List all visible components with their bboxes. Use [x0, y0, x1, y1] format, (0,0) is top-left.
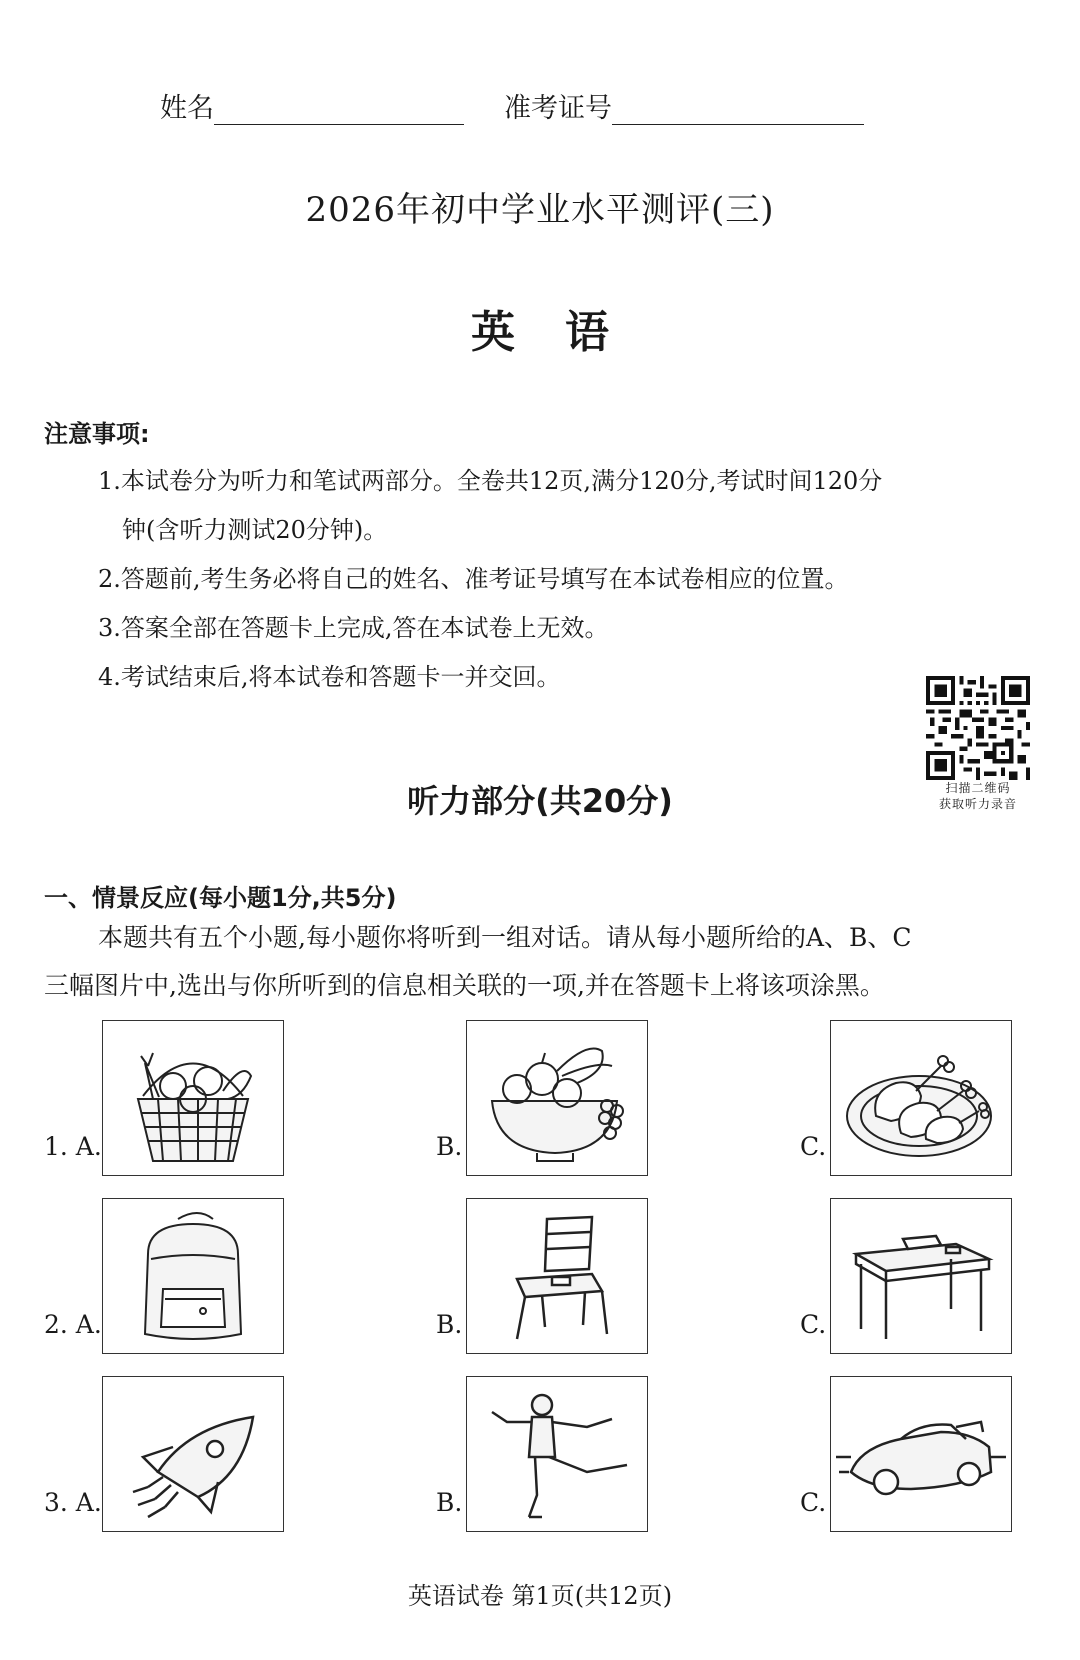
- q2-option-a-picture[interactable]: [102, 1198, 284, 1354]
- qr-caption-1: 扫描二维码: [945, 781, 1011, 795]
- name-blank[interactable]: [214, 98, 464, 125]
- vegetable-basket-icon: [103, 1021, 283, 1175]
- q3-option-c-picture[interactable]: [830, 1376, 1012, 1532]
- notice-item-3: 3.答案全部在答题卡上完成,答在本试卷上无效。: [98, 614, 609, 642]
- notice-item-4: 4.考试结束后,将本试卷和答题卡一并交回。: [98, 663, 561, 691]
- q3-option-a-picture[interactable]: [102, 1376, 284, 1532]
- section1-heading: 一、情景反应(每小题1分,共5分): [44, 884, 397, 912]
- qr-code-icon[interactable]: [926, 676, 1030, 780]
- q1-label-c: C.: [800, 1132, 827, 1161]
- q1-option-c-picture[interactable]: [830, 1020, 1012, 1176]
- fruit-bowl-icon: [467, 1021, 647, 1175]
- q2-label-a: 2. A.: [44, 1310, 102, 1339]
- name-field: [160, 86, 464, 125]
- q1-option-a-picture[interactable]: [102, 1020, 284, 1176]
- section1-instruction-1: 本题共有五个小题,每小题你将听到一组对话。请从每小题所给的A、B、C: [98, 923, 912, 952]
- subject-title: 英语: [471, 307, 659, 358]
- q2-option-b-picture[interactable]: [466, 1198, 648, 1354]
- notice-item-1-cont: 钟(含听力测试20分钟)。: [122, 516, 388, 544]
- name-label: 姓名: [160, 93, 214, 124]
- notice-item-1: 1.本试卷分为听力和笔试两部分。全卷共12页,满分120分,考试时间120分: [98, 467, 883, 495]
- q3-label-c: C.: [800, 1488, 827, 1517]
- rocket-icon: [103, 1377, 283, 1531]
- q2-label-b: B.: [436, 1310, 463, 1339]
- q3-label-a: 3. A.: [44, 1488, 102, 1517]
- dancing-robot-icon: [467, 1377, 647, 1531]
- notice-heading: 注意事项:: [44, 420, 150, 448]
- ticket-blank[interactable]: [612, 98, 864, 125]
- exam-title: 2026年初中学业水平测评(三): [305, 190, 775, 230]
- q1-label-b: B.: [436, 1132, 463, 1161]
- page-footer: 英语试卷 第1页(共12页): [407, 1582, 673, 1610]
- ticket-field: [504, 86, 864, 125]
- chicken-legs-plate-icon: [831, 1021, 1011, 1175]
- q2-option-c-picture[interactable]: [830, 1198, 1012, 1354]
- q3-label-b: B.: [436, 1488, 463, 1517]
- ticket-label: 准考证号: [504, 93, 612, 124]
- backpack-icon: [103, 1199, 283, 1353]
- listening-heading: 听力部分(共20分): [407, 782, 673, 820]
- q3-option-b-picture[interactable]: [466, 1376, 648, 1532]
- notice-item-2: 2.答题前,考生务必将自己的姓名、准考证号填写在本试卷相应的位置。: [98, 565, 849, 593]
- q1-option-b-picture[interactable]: [466, 1020, 648, 1176]
- sports-car-icon: [831, 1377, 1011, 1531]
- desk-with-book-icon: [831, 1199, 1011, 1353]
- chair-icon: [467, 1199, 647, 1353]
- section1-instruction-2: 三幅图片中,选出与你所听到的信息相关联的一项,并在答题卡上将该项涂黑。: [44, 971, 885, 1000]
- qr-caption-2: 获取听力录音: [938, 797, 1017, 811]
- q1-label-a: 1. A.: [44, 1132, 102, 1161]
- q2-label-c: C.: [800, 1310, 827, 1339]
